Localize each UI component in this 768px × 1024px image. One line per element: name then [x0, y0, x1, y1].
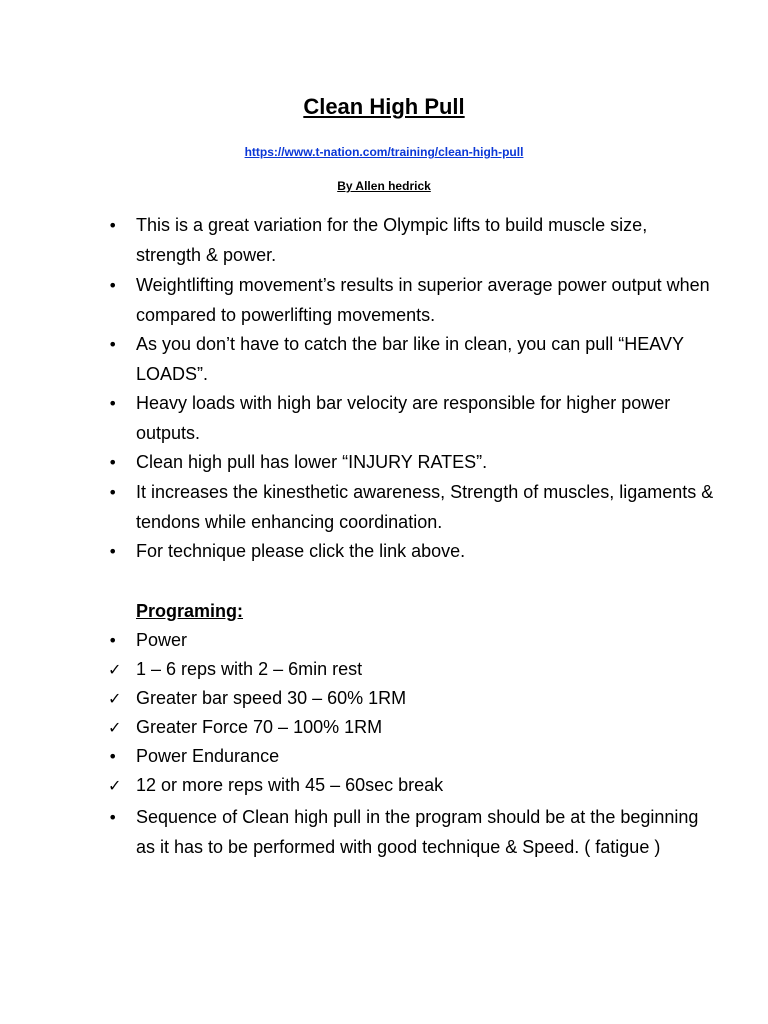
- list-item-text: 1 – 6 reps with 2 – 6min rest: [136, 659, 363, 679]
- list-item: [108, 330, 716, 389]
- checkmark-icon: ✓: [108, 689, 122, 708]
- list-item-text: Greater Force 70 – 100% 1RM: [136, 717, 383, 737]
- bullet-icon: •: [108, 335, 118, 354]
- list-item-text: Clean high pull has lower “INJURY RATES”.: [136, 452, 488, 472]
- checkmark-icon: ✓: [108, 718, 122, 737]
- list-item: [108, 537, 716, 567]
- list-item-text: Weightlifting movement’s results in superior average power output when compared to powerlifting movements.: [136, 275, 710, 325]
- list-item-text: Power Endurance: [136, 746, 280, 766]
- list-item: [108, 742, 716, 772]
- page-title: Clean High Pull: [303, 94, 465, 119]
- bullet-icon: •: [108, 453, 118, 472]
- list-item: [108, 803, 716, 862]
- bullet-icon: •: [108, 808, 118, 827]
- checkmark-icon: ✓: [108, 660, 122, 679]
- list-item-text: 12 or more reps with 45 – 60sec break: [136, 775, 444, 795]
- bullet-icon: •: [108, 747, 118, 766]
- bullet-icon: •: [108, 394, 118, 413]
- programing-heading: Programing:: [136, 601, 244, 621]
- list-item-text: This is a great variation for the Olympic lifts to build muscle size, strength & power.: [136, 215, 648, 265]
- list-item: [108, 271, 716, 330]
- list-item: [108, 655, 716, 685]
- bullet-icon: •: [108, 483, 118, 502]
- bullet-icon: •: [108, 631, 118, 650]
- list-item-text: It increases the kinesthetic awareness, Strength of muscles, ligaments & tendons while enhancing coordination.: [136, 482, 714, 532]
- list-item-text: Greater bar speed 30 – 60% 1RM: [136, 688, 407, 708]
- bullet-icon: •: [108, 542, 118, 561]
- list-item: [108, 771, 716, 801]
- bullet-icon: •: [108, 216, 118, 235]
- list-item: [108, 478, 716, 537]
- list-item-text: For technique please click the link above.: [136, 541, 466, 561]
- list-item: [108, 389, 716, 448]
- bullet-icon: •: [108, 276, 118, 295]
- list-item-text: Power: [136, 630, 188, 650]
- list-item-text: As you don’t have to catch the bar like in clean, you can pull “HEAVY LOADS”.: [136, 334, 684, 384]
- list-item: [108, 713, 716, 743]
- checkmark-icon: ✓: [108, 776, 122, 795]
- source-link[interactable]: https://www.t-nation.com/training/clean-high-pull: [244, 145, 524, 159]
- list-item-text: Sequence of Clean high pull in the program should be at the beginning as it has to be performed with good technique & Speed. ( fatigue ): [136, 807, 699, 857]
- list-item: [108, 684, 716, 714]
- list-item: [108, 211, 716, 270]
- author-byline: By Allen hedrick: [337, 179, 431, 193]
- list-item-text: Heavy loads with high bar velocity are responsible for higher power outputs.: [136, 393, 671, 443]
- list-item: [108, 448, 716, 478]
- list-item: [108, 626, 716, 656]
